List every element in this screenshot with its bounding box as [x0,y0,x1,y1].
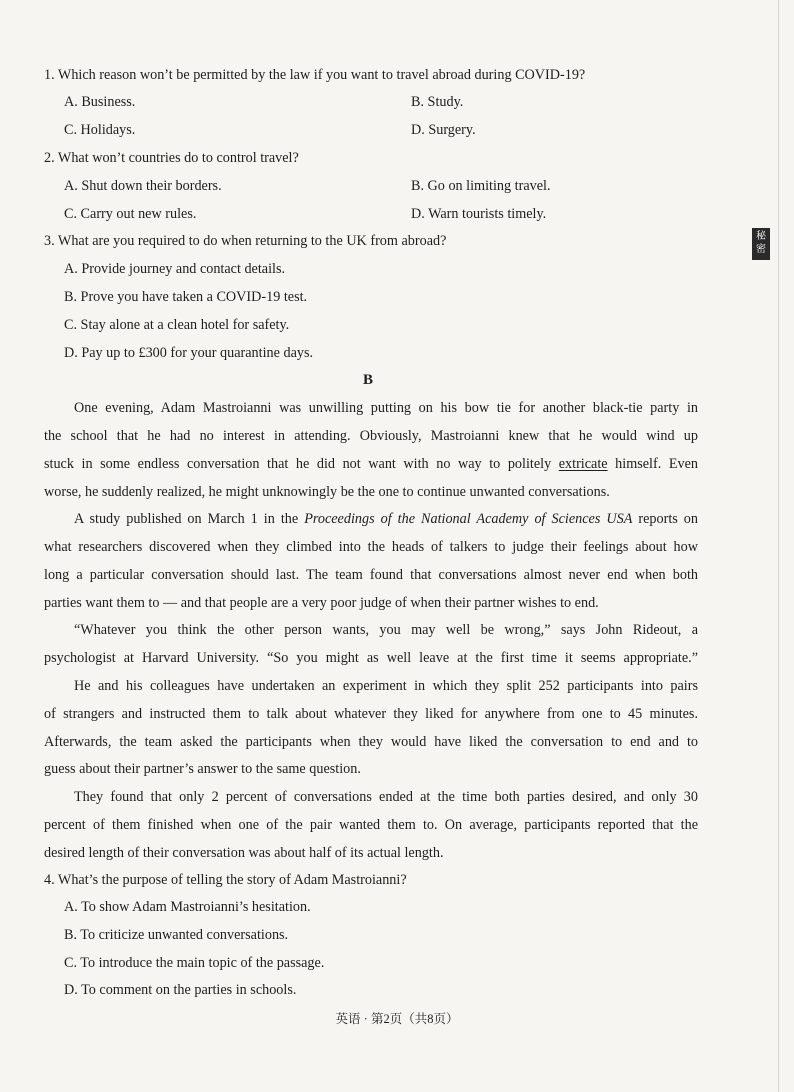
passage-p2-line3: long a particular conversation should last. The team found that conversations almost never end when both [44,567,698,583]
passage-p3-line2: psychologist at Harvard University. “So you might as well leave at the first time it seems appropriate.” [44,650,698,666]
passage-p1-line4: worse, he suddenly realized, he might unknowingly be the one to continue unwanted conversations. [44,484,610,500]
question-4-option-c: C. To introduce the main topic of the passage. [64,955,325,971]
confidential-side-tab [752,228,770,260]
question-3-option-b: B. Prove you have taken a COVID-19 test. [64,289,308,305]
page-footer: 英语 · 第2页（共8页） [335,1012,459,1026]
question-3-option-a: A. Provide journey and contact details. [64,261,286,277]
passage-p1-line1: One evening, Adam Mastroianni was unwilling putting on his bow tie for another black-tie party in [74,400,698,416]
question-2-option-d: D. Warn tourists timely. [411,206,547,222]
passage-p4-line1: He and his colleagues have undertaken an experiment in which they split 252 participants into pairs [74,678,698,694]
question-2-option-c: C. Carry out new rules. [64,206,197,222]
question-1-option-c: C. Holidays. [64,122,136,138]
question-1-option-a: A. Business. [64,94,136,110]
passage-p3-line1: “Whatever you think the other person wants, you may well be wrong,” says John Rideout, a [74,622,698,638]
question-3-stem: 3. What are you required to do when returning to the UK from abroad? [44,233,447,249]
underlined-word-extricate: extricate [558,456,608,472]
question-4-stem: 4. What’s the purpose of telling the story of Adam Mastroianni? [44,872,407,888]
passage-p4-line3: Afterwards, the team asked the participants when they would have liked the conversation to end and to [44,734,698,750]
question-1-option-d: D. Surgery. [411,122,476,138]
passage-p2-line1: A study published on March 1 in the Proceedings of the National Academy of Sciences USA reports on [74,511,698,527]
passage-p1-line2: the school that he had no interest in attending. Obviously, Mastroianni knew that he would wind up [44,428,698,444]
question-3-option-c: C. Stay alone at a clean hotel for safety. [64,317,290,333]
question-4-option-a: A. To show Adam Mastroianni’s hesitation. [64,899,311,915]
journal-title: Proceedings of the National Academy of Sciences USA [304,511,633,527]
question-1-stem: 1. Which reason won’t be permitted by the law if you want to travel abroad during COVID-19? [44,67,586,83]
section-b-heading: B [363,372,374,388]
question-3-option-d: D. Pay up to £300 for your quarantine days. [64,345,314,361]
question-2-stem: 2. What won’t countries do to control travel? [44,150,299,166]
passage-p1-line3: stuck in some endless conversation that he did not want with no way to politely extricate himself. Even [44,456,698,472]
confidential-label: 秘 密 [756,231,766,255]
question-2-option-a: A. Shut down their borders. [64,178,222,194]
passage-p2-line4: parties want them to — and that people are a very poor judge of when their partner wishes to end. [44,595,599,611]
question-2-option-b: B. Go on limiting travel. [411,178,551,194]
question-4-option-d: D. To comment on the parties in schools. [64,982,297,998]
passage-p5-line2: percent of them finished when one of the pair wanted them to. On average, participants reported that the [44,817,698,833]
passage-p5-line3: desired length of their conversation was about half of its actual length. [44,845,444,861]
passage-p2-line2: what researchers discovered when they climbed into the heads of talkers to judge their feelings about how [44,539,698,555]
page-edge-divider [778,0,779,1092]
question-4-option-b: B. To criticize unwanted conversations. [64,927,289,943]
passage-p5-line1: They found that only 2 percent of conversations ended at the time both parties desired, and only 30 [74,789,698,805]
passage-p4-line4: guess about their partner’s answer to the same question. [44,761,361,777]
passage-p4-line2: of strangers and instructed them to talk about whatever they liked for anywhere from one to 45 minutes. [44,706,698,722]
question-1-option-b: B. Study. [411,94,464,110]
